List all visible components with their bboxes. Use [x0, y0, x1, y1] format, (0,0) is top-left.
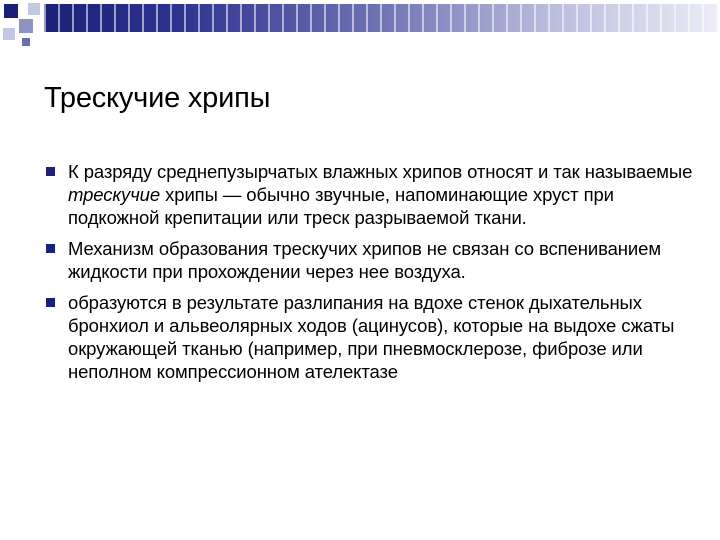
square-bullet-icon — [46, 244, 55, 253]
square-bullet-icon — [46, 298, 55, 307]
header-band-pattern — [44, 4, 718, 32]
bullet-item — [44, 291, 694, 383]
bullet-item — [44, 160, 694, 229]
decor-square — [19, 19, 33, 33]
bullet-text-part: К разряду среднепузырчатых влажных хрипов относят и так называемые — [68, 161, 693, 182]
square-bullet-icon — [46, 167, 55, 176]
bullet-text — [68, 161, 692, 228]
decor-square — [3, 28, 15, 40]
bullet-emphasis: трескучие — [68, 184, 161, 205]
bullet-list — [44, 160, 694, 391]
header-gradient-band — [44, 4, 718, 32]
bullet-item — [44, 237, 694, 283]
decor-square — [28, 3, 40, 15]
bullet-text: образуются в результате разлипания на вдохе стенок дыхательных бронхиол и альвеолярных ходов (ацинусов), которые на выдохе сжаты окружающей тканью (например, при пневмосклерозе, фиброзе или неполном компрессионном ателектазе — [68, 292, 675, 382]
bullet-text-part: хрипы — обычно звучные, напоминающие хруст при подкожной крепитации или треск разрываемой ткани. — [68, 184, 614, 228]
slide-title: Трескучие хрипы — [44, 82, 271, 114]
decor-square — [4, 4, 18, 18]
decor-square — [22, 38, 30, 46]
bullet-text: Механизм образования трескучих хрипов не связан со вспениванием жидкости при прохождении через нее воздуха. — [68, 238, 661, 282]
